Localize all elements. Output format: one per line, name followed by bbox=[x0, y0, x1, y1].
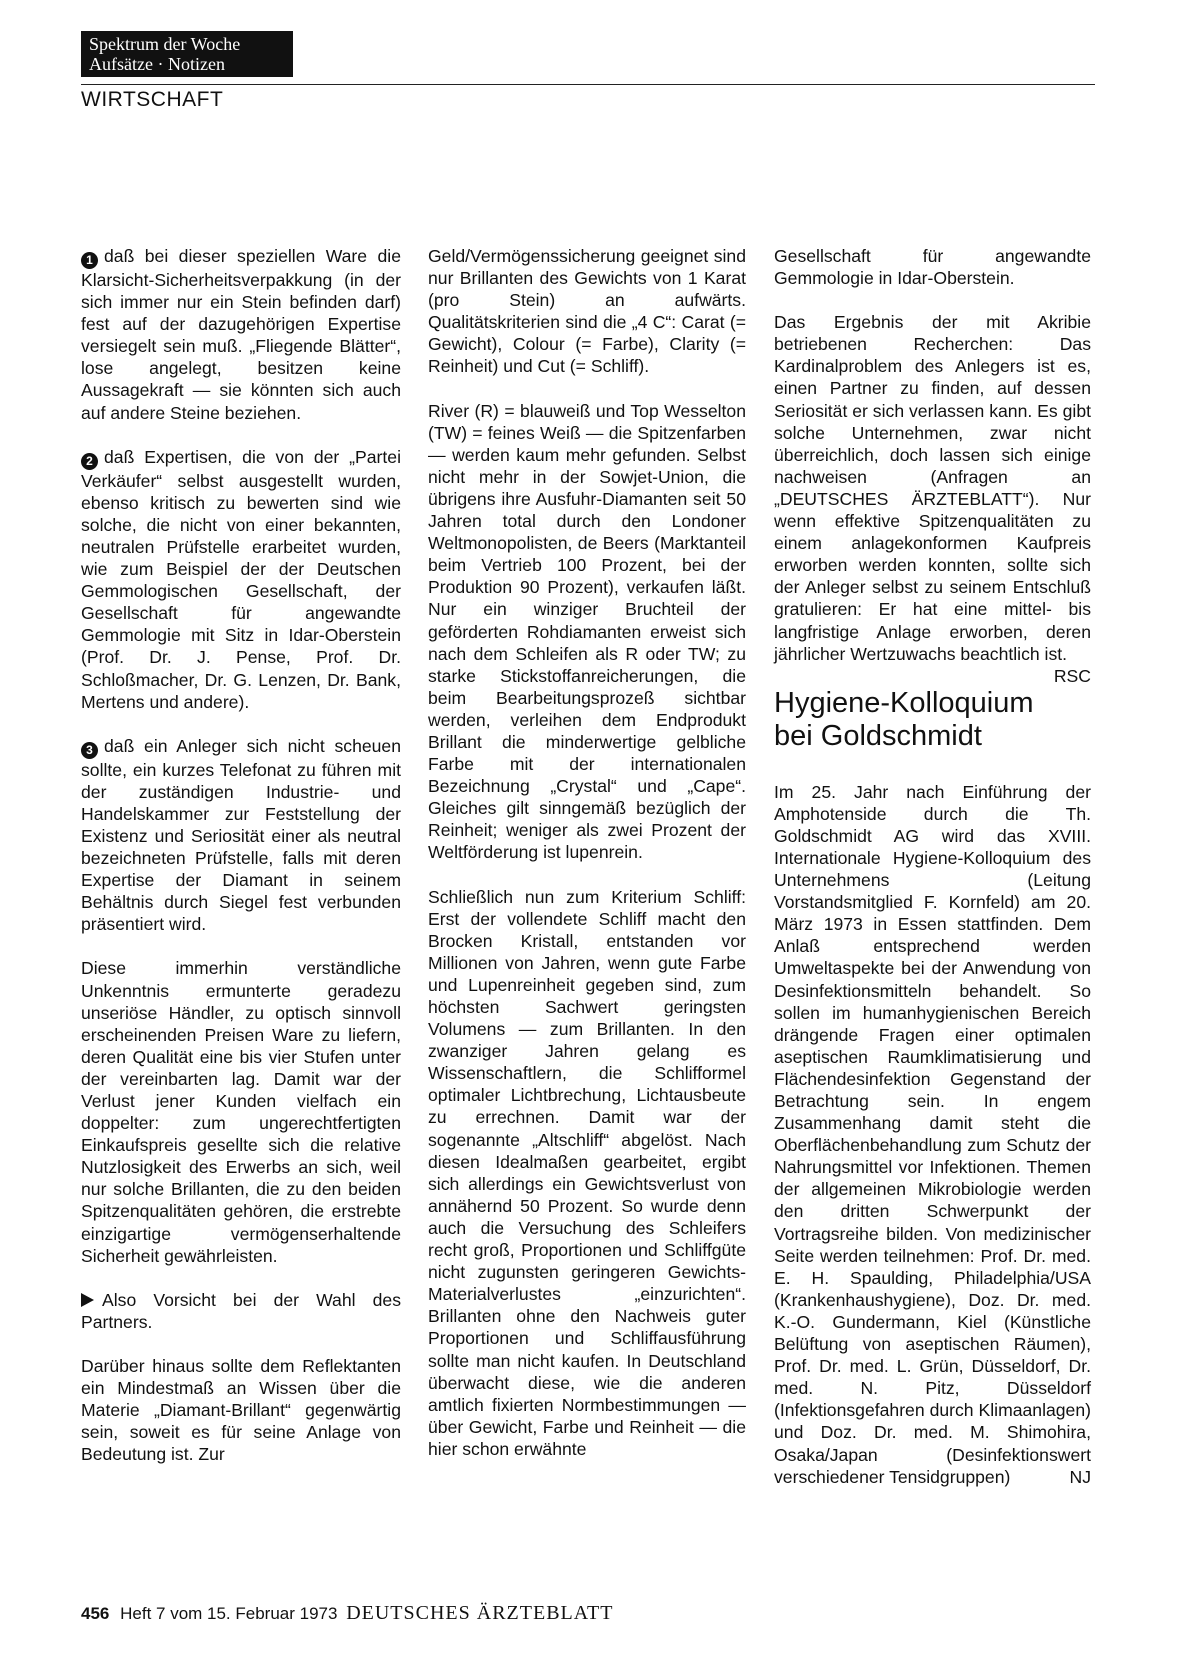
column-3 bbox=[774, 245, 1091, 1510]
number-2-icon: 2 bbox=[81, 453, 98, 470]
number-3-icon: 3 bbox=[81, 742, 98, 759]
paragraph-6: Darüber hinaus sollte dem Reflektanten ein Mindestmaß an Wissen über die Materie „Diamant-Brillant“ gegenwärtig sein, soweit es für seine Anlage von Bedeutung ist. Zur bbox=[81, 1355, 401, 1465]
arrow-right-icon bbox=[81, 1293, 94, 1307]
paragraph-1 bbox=[81, 245, 401, 424]
header-rule bbox=[81, 84, 1095, 85]
paragraph-11-text: Das Ergebnis der mit Akribie betriebenen Recherchen: Das Kardinalproblem des Anlegers ist es, einen Partner zu finden, auf dessen Seriosität er sich verlassen kann. Es gibt solche Unternehmen, zwar nicht überreichlich, doch lassen sich einige nachweisen (Anfragen an „DEUTSCHES ÄRZTEBLATT“). Nur wenn effektive Spitzenqualitäten zu einem anlagekonformen Kaufpreis erworben werden konnten, sollte sich der Anleger selbst zu seinem Entschluß gratulieren: Er hat eine mittel- bis langfristige Anlage erworben, deren jährlicher Wertzuwachs beachtlich ist. bbox=[774, 312, 1091, 664]
journal-name: DEUTSCHES ÄRZTEBLATT bbox=[346, 1602, 614, 1624]
page-number: 456 bbox=[81, 1604, 110, 1623]
author-signature-2: NJ bbox=[1069, 1466, 1091, 1487]
section-badge bbox=[81, 31, 293, 77]
paragraph-7: Geld/Vermögenssicherung geeignet sind nur Brillanten des Gewichts von 1 Karat (pro Stein) an aufwärts. Qualitätskriterien sind die „4 C“: Carat (= Gewicht), Colour (= Farbe), Clarity (= Reinheit) und Cut (= Schliff). bbox=[428, 246, 746, 377]
column-1 bbox=[81, 245, 401, 1487]
article-headline: Hygiene-Kolloquium bei Goldschmidt bbox=[774, 686, 1034, 752]
issue-info: Heft 7 vom 15. Februar 1973 bbox=[120, 1604, 338, 1623]
column-2 bbox=[428, 245, 746, 1482]
paragraph-5-text: Also Vorsicht bei der Wahl des Partners. bbox=[81, 1289, 401, 1332]
paragraph-3 bbox=[81, 735, 401, 936]
badge-line-1: Spektrum der Woche bbox=[89, 34, 241, 54]
paragraph-2-text: daß Expertisen, die von der „Partei Verkäufer“ selbst ausgestellt wurden, ebenso kritisch zu bewerten sind wie solche, die nicht von einer bekannten, neutralen Prüfstelle erarbeitet wurden, wie zum Beispiel der der Deutschen Gemmologischen Gesellschaft, der Gesellschaft für angewandte Gemmologie mit Sitz in Idar-Oberstein (Prof. Dr. J. Pense, Prof. Dr. Schloßmacher, Dr. G. Lenzen, Dr. Bank, Mertens und andere). bbox=[81, 446, 401, 712]
number-1-icon: 1 bbox=[81, 252, 98, 269]
author-signature: RSC bbox=[1053, 665, 1091, 686]
paragraph-8: River (R) = blauweiß und Top Wesselton (TW) = feines Weiß — die Spitzenfarben — werden kaum mehr gefunden. Selbst nicht mehr in der Sowjet-Union, die übrigens ihre Ausfuhr-Diamanten seit 50 Jahren total durch den Londoner Weltmonopolisten, de Beers (Marktanteil beim Vertrieb 100 Prozent, bei der Produktion 90 Prozent), verkaufen läßt. Nur ein winziger Bruchteil der geförderten Rohdiamanten erweist sich nach dem Schleifen als R oder TW; zu starke Stickstoffanreicherungen, die beim Bearbeitungsprozeß sichtbar werden, verleihen dem Endprodukt Brillant die minderwertige gelbliche Farbe mit der internationalen Bezeichnung „Crystal“ und „Cape“. Gleiches gilt sinngemäß bezüglich der Reinheit; weniger als zwei Prozent der Weltförderung ist lupenrein. bbox=[428, 400, 746, 863]
paragraph-3-text: daß ein Anleger sich nicht scheuen sollte, ein kurzes Telefonat zu führen mit der zuständigen Industrie- und Handelskammer zur Feststellung der Existenz und Seriosität einer als neutral bezeichneten Prüfstelle, falls mit deren Expertise der Diamant in seinem Behältnis durch Siegel fest verbunden präsentiert wird. bbox=[81, 735, 401, 935]
paragraph-12 bbox=[774, 781, 1091, 1488]
section-label: WIRTSCHAFT bbox=[81, 88, 224, 111]
paragraph-11 bbox=[774, 311, 1091, 686]
badge-line-2: Aufsätze · Notizen bbox=[89, 54, 225, 74]
paragraph-10: Gesellschaft für angewandte Gemmologie in Idar-Oberstein. bbox=[774, 246, 1091, 289]
paragraph-9: Schließlich nun zum Kriterium Schliff: Erst der vollendete Schliff macht den Brocken Kristall, entstanden vor Millionen von Jahren, wenn gute Farbe und Lupenreinheit gegeben sind, zum höchsten Sachwert geringsten Volumens — zum Brillanten. In den zwanziger Jahren gelang es Wissenschaftlern, die Schlifformel optimaler Lichtbrechung, Lichtausbeute zu errechnen. Damit war der sogenannte „Altschliff“ abgelöst. Nach diesen Idealmaßen gearbeitet, ergibt sich allerdings ein Gewichtsverlust von annähernd 50 Prozent. So wurde denn auch die Versuchung des Schleifers recht groß, Proportionen und Schliffgüte nicht zugunsten geringeren Gewichts-Materialverlustes „einzurichten“. Brillanten ohne den Nachweis guter Proportionen und Schliffausführung sollte man nicht kaufen. In Deutschland überwacht diese, wie die anderen amtlich fixierten Normbestimmungen — über Gewicht, Farbe und Reinheit — die hier schon erwähnte bbox=[428, 886, 746, 1459]
paragraph-4: Diese immerhin verständliche Unkenntnis ermunterte geradezu unseriöse Händler, zu optisch sinnvoll erscheinenden Preisen Ware zu liefern, deren Qualität eine bis vier Stufen unter der vereinbarten lag. Damit war der Verlust jener Kunden vielfach ein doppelter: zum ungerechtfertigten Einkaufspreis gesellte sich die relative Nutzlosigkeit des Erwerbs an sich, weil nur solche Brillanten, die zu den beiden Spitzenqualitäten gehören, die erstrebte einzigartige vermögenserhaltende Sicherheit gewährleisten. bbox=[81, 958, 401, 1266]
paragraph-12-text: Im 25. Jahr nach Einführung der Amphotenside durch die Th. Goldschmidt AG wird das XVIII. Internationale Hygiene-Kolloquium des Unternehmens (Leitung Vorstandsmitglied F. Kornfeld) am 20. März 1973 in Essen stattfinden. Dem Anlaß entsprechend werden Umweltaspekte bei der Anwendung von Desinfektionsmitteln behandelt. So sollen im humanhygienischen Bereich drängende Fragen einer optimalen aseptischen Raumklimatisierung und Flächendesinfektion Gegenstand der Betrachtung sein. In engem Zusammenhang damit steht die Oberflächenbehandlung zum Schutz der Nahrungsmittel vor Infektionen. Themen der allgemeinen Mikrobiologie werden den dritten Schwerpunkt der Vortragsreihe bilden. Von medizinischer Seite werden teilnehmen: Prof. Dr. med. E. H. Spaulding, Philadelphia/USA (Krankenhaushygiene), Doz. Dr. med. K.-O. Gundermann, Kiel (Künstliche Belüftung von aseptischen Räumen), Prof. Dr. med. L. Grün, Düsseldorf, Dr. med. N. Pitz, Düsseldorf (Infektionsgefahren durch Klimaanlagen) und Doz. Dr. med. M. Shimohira, Osaka/Japan (Desinfektionswert verschiedener Tensidgruppen) bbox=[774, 781, 1091, 1487]
paragraph-1-text: daß bei dieser speziellen Ware die Klarsicht-Sicherheitsverpakkung (in der sich immer nur ein Stein befinden darf) fest auf der dazugehörigen Expertise versiegelt sein muß. „Fliegende Blätter“, lose angelegt, besitzen keine Aussagekraft — sie könnten sich auch auf andere Steine beziehen. bbox=[81, 246, 401, 423]
paragraph-5 bbox=[81, 1289, 401, 1333]
page-footer bbox=[81, 1602, 613, 1625]
paragraph-2 bbox=[81, 446, 401, 713]
